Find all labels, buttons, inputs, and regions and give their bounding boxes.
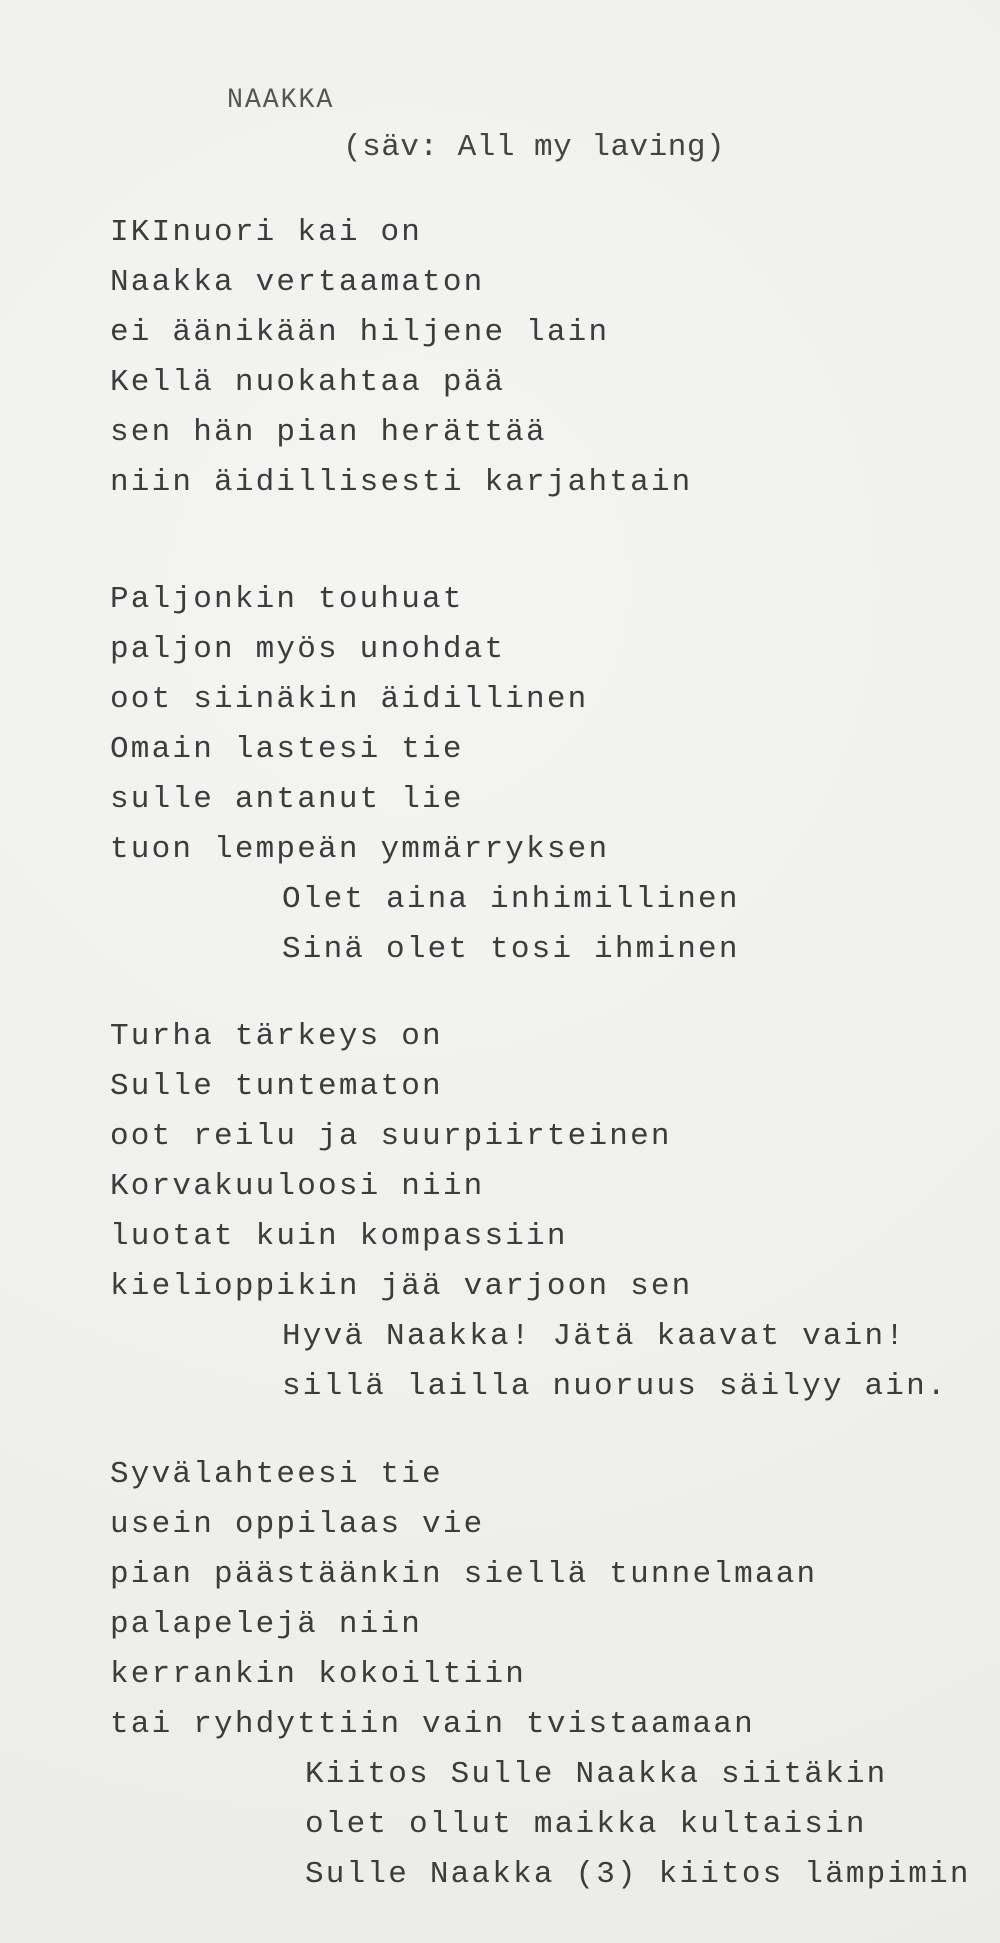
verse-line: Naakka vertaamaton bbox=[110, 265, 485, 300]
refrain-line: Kiitos Sulle Naakka siitäkin bbox=[305, 1757, 888, 1792]
verse-line: IKInuori kai on bbox=[110, 215, 423, 250]
verse-line: oot reilu ja suurpiirteinen bbox=[110, 1119, 672, 1154]
stanza-4 bbox=[110, 1450, 971, 1900]
verse-line: kerrankin kokoiltiin bbox=[110, 1657, 527, 1692]
verse-line: pian päästäänkin siellä tunnelmaan bbox=[110, 1557, 818, 1592]
verse-line: Kellä nuokahtaa pää bbox=[110, 365, 506, 400]
verse-line: tuon lempeän ymmärryksen bbox=[110, 832, 610, 867]
refrain-line: Sinä olet tosi ihminen bbox=[282, 932, 740, 967]
verse-line: Turha tärkeys on bbox=[110, 1019, 443, 1054]
verse-line: kielioppikin jää varjoon sen bbox=[110, 1269, 693, 1304]
verse-line: sulle antanut lie bbox=[110, 782, 464, 817]
refrain-line: Hyvä Naakka! Jätä kaavat vain! bbox=[282, 1319, 907, 1354]
verse-line: Paljonkin touhuat bbox=[110, 582, 464, 617]
verse-line: paljon myös unohdat bbox=[110, 632, 506, 667]
verse-line: tai ryhdyttiin vain tvistaamaan bbox=[110, 1707, 755, 1742]
verse-line: oot siinäkin äidillinen bbox=[110, 682, 589, 717]
verse-line: ei äänikään hiljene lain bbox=[110, 315, 610, 350]
refrain-line: olet ollut maikka kultaisin bbox=[305, 1807, 867, 1842]
verse-line: Omain lastesi tie bbox=[110, 732, 464, 767]
refrain-line: Sulle Naakka (3) kiitos lämpimin bbox=[305, 1857, 971, 1892]
stanza-1 bbox=[110, 208, 693, 508]
song-title: NAAKKA bbox=[227, 85, 335, 116]
verse-line: Korvakuuloosi niin bbox=[110, 1169, 485, 1204]
verse-line: Sulle tuntematon bbox=[110, 1069, 443, 1104]
verse-line: niin äidillisesti karjahtain bbox=[110, 465, 693, 500]
verse-line: luotat kuin kompassiin bbox=[110, 1219, 568, 1254]
verse-line: Syvälahteesi tie bbox=[110, 1457, 443, 1492]
refrain-line: Olet aina inhimillinen bbox=[282, 882, 740, 917]
verse-line: palapelejä niin bbox=[110, 1607, 423, 1642]
stanza-3 bbox=[110, 1012, 948, 1412]
verse-line: usein oppilaas vie bbox=[110, 1507, 485, 1542]
verse-line: sen hän pian herättää bbox=[110, 415, 547, 450]
refrain-line: sillä lailla nuoruus säilyy ain. bbox=[282, 1369, 948, 1404]
song-subtitle: (säv: All my laving) bbox=[343, 130, 726, 165]
stanza-2 bbox=[110, 575, 740, 975]
